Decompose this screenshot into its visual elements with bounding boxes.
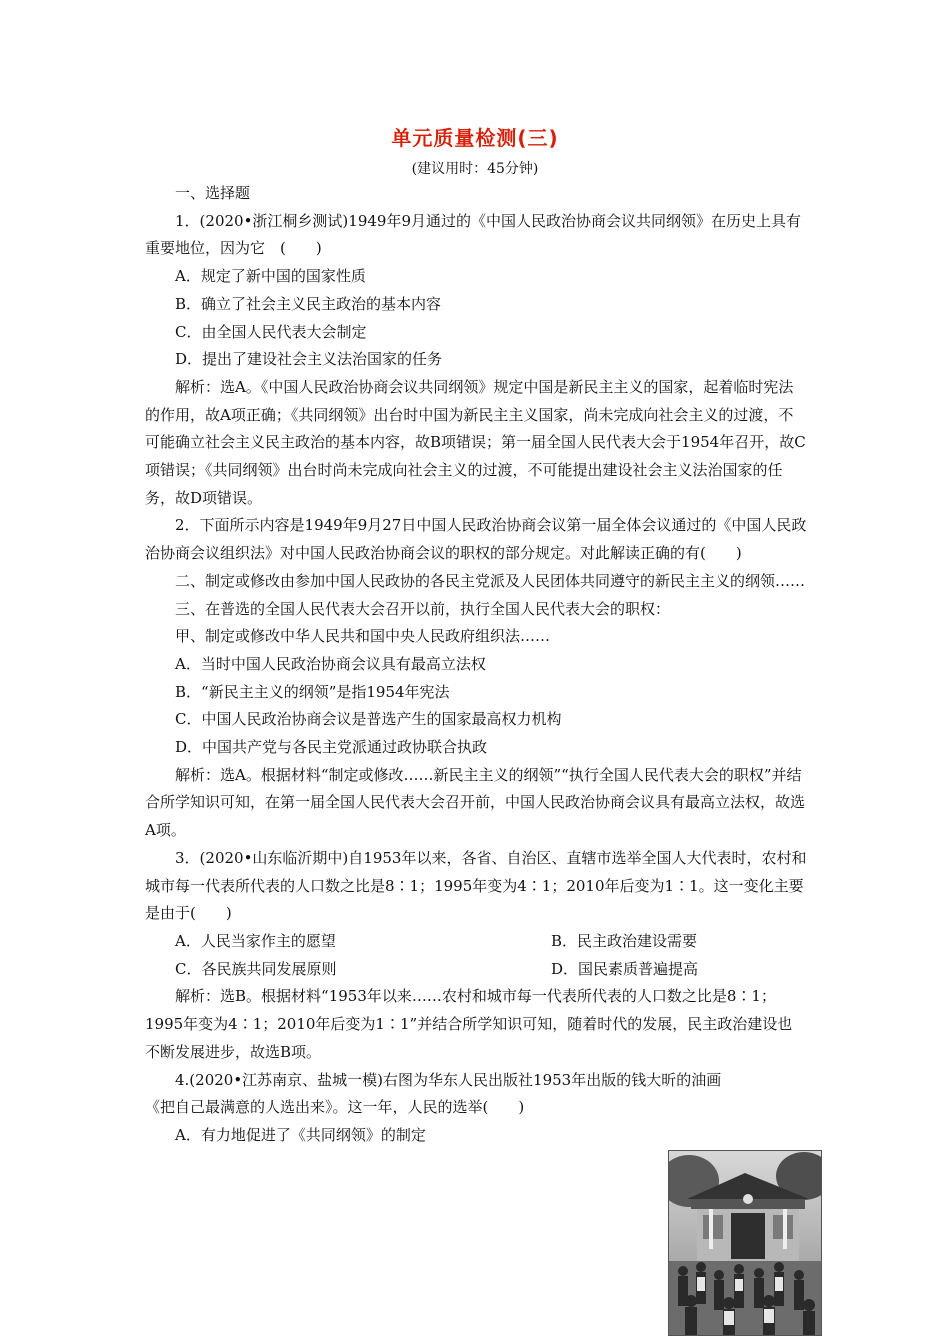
- q3-option-a: A．人民当家作主的愿望: [175, 931, 336, 950]
- q1-option-c: C．由全国人民代表大会制定: [175, 322, 367, 341]
- q3-option-d: D．国民素质普遍提高: [551, 959, 699, 978]
- oil-painting-image: [668, 1150, 822, 1336]
- q3-options-row-1: [145, 928, 807, 956]
- page-title: 单元质量检测(三): [391, 126, 559, 150]
- q1-option-d: D．提出了建设社会主义法治国家的任务: [175, 350, 443, 369]
- section-heading: 一、选择题: [175, 184, 251, 202]
- time-note: (建议用时：45分钟): [411, 161, 539, 177]
- q2-material-2: 三、在普选的全国人民代表大会召开以前，执行全国人民代表大会的职权：: [175, 599, 671, 618]
- document-body: [145, 180, 807, 1150]
- q3-option-b: B．民主政治建设需要: [551, 931, 698, 950]
- q2-option-b: B．“新民主主义的纲领”是指1954年宪法: [175, 682, 450, 701]
- question-4-stem-line-2: 《把自己最满意的人选出来》。这一年，人民的选举( ): [145, 1098, 525, 1117]
- q1-option-a: A．规定了新中国的国家性质: [175, 267, 366, 286]
- q1-option-b: B．确立了社会主义民主政治的基本内容: [175, 294, 442, 313]
- question-2-stem: 2．下面所示内容是1949年9月27日中国人民政治协商会议第一届全体会议通过的《中国人民政治协商会议组织法》对中国人民政治协商会议的职权的部分规定。对此解读正确的有( ): [145, 516, 807, 563]
- q1-analysis: 解析：选A。《中国人民政治协商会议共同纲领》规定中国是新民主主义的国家，起着临时宪法的作用，故A项正确；《共同纲领》出台时中国为新民主主义国家，尚未完成向社会主义的过渡，不可能确立社会主义民主政治的基本内容，故B项错误；第一届全国人民代表大会于1954年召开，故C项错误；《共同纲领》出台时尚未完成向社会主义的过渡，不可能提出建设社会主义法治国家的任务，故D项错误。: [145, 377, 806, 507]
- painting-illustration: [669, 1151, 821, 1335]
- q3-option-c: C．各民族共同发展原则: [175, 959, 337, 978]
- q4-option-a: A．有力地促进了《共同纲领》的制定: [175, 1125, 426, 1144]
- q3-options-row-2: [145, 956, 807, 984]
- q3-analysis: 解析：选B。根据材料“1953年以来……农村和城市每一代表所代表的人口数之比是8∶1；1995年变为4∶1；2010年后变为1∶1”并结合所学知识可知，随着时代的发展，民主政治建设也不断发展进步，故选B项。: [145, 987, 793, 1061]
- question-4-stem-line-1: 4.(2020•江苏南京、盐城一模)右图为华东人民出版社1953年出版的钱大昕的油画: [175, 1070, 722, 1089]
- q2-option-c: C．中国人民政治协商会议是普选产生的国家最高权力机构: [175, 710, 562, 729]
- q2-analysis: 解析：选A。根据材料“制定或修改……新民主主义的纲领”“执行全国人民代表大会的职权”并结合所学知识可知，在第一届全国人民代表大会召开前，中国人民政治协商会议具有最高立法权，故选A项。: [145, 765, 806, 840]
- question-3-stem: 3．(2020•山东临沂期中)自1953年以来，各省、自治区、直辖市选举全国人大代表时，农村和城市每一代表所代表的人口数之比是8∶1；1995年变为4∶1；2010年后变为1∶1。这一变化主要是由于( ): [145, 848, 807, 923]
- q2-material-3: 甲、制定或修改中华人民共和国中央人民政府组织法……: [175, 627, 551, 646]
- q2-material-1: 二、制定或修改由参加中国人民政协的各民主党派及人民团体共同遵守的新民主主义的纲领……: [175, 571, 806, 590]
- q2-option-a: A．当时中国人民政治协商会议具有最高立法权: [175, 654, 486, 673]
- question-1-stem: 1．(2020•浙江桐乡测试)1949年9月通过的《中国人民政治协商会议共同纲领》在历史上具有重要地位，因为它 ( ): [145, 211, 801, 258]
- q2-option-d: D．中国共产党与各民主党派通过政协联合执政: [175, 738, 488, 757]
